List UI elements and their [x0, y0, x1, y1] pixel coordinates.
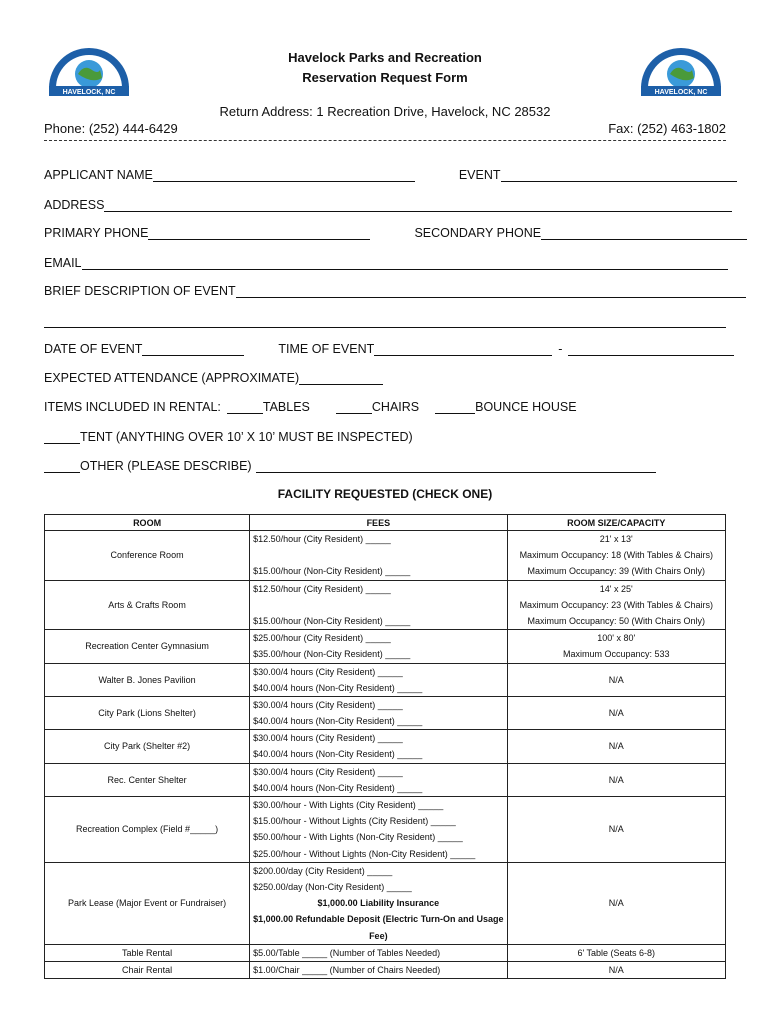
- room-name: Walter B. Jones Pavilion: [45, 663, 250, 696]
- tables-line[interactable]: [227, 402, 263, 414]
- size-line: 14' x 25': [599, 583, 633, 594]
- secondary-phone-label: SECONDARY PHONE: [414, 226, 542, 240]
- room-name: Chair Rental: [45, 961, 250, 978]
- room-size: [507, 961, 725, 978]
- room-fees: [250, 763, 507, 796]
- size-line: N/A: [608, 898, 624, 909]
- size-line: Maximum Occupancy: 50 (With Chairs Only): [527, 615, 706, 626]
- primary-phone-line[interactable]: [148, 228, 370, 240]
- time-end-line[interactable]: [568, 344, 734, 356]
- bounce-house-line[interactable]: [435, 402, 475, 414]
- room-name: Conference Room: [45, 531, 250, 581]
- fee-line: $12.50/hour (City Resident) _____: [253, 583, 391, 594]
- other-line[interactable]: [44, 461, 80, 473]
- primary-phone-label: PRIMARY PHONE: [44, 226, 149, 240]
- table-row: [45, 961, 726, 978]
- fee-line: $40.00/4 hours (Non-City Resident) _____: [253, 782, 423, 793]
- fee-line: $25.00/hour - Without Lights (Non-City Resident) _____: [253, 848, 476, 859]
- room-name: Table Rental: [45, 944, 250, 961]
- room-fees: [250, 730, 507, 763]
- date-label: DATE OF EVENT: [44, 342, 143, 356]
- size-line: N/A: [608, 741, 624, 752]
- fee-line: $30.00/4 hours (City Resident) _____: [253, 666, 403, 677]
- room-fees: [250, 944, 507, 961]
- table-row: [45, 531, 726, 581]
- room-size: [507, 663, 725, 696]
- room-size: [507, 696, 725, 729]
- room-name: Recreation Center Gymnasium: [45, 630, 250, 663]
- table-row: [45, 630, 726, 663]
- secondary-phone-line[interactable]: [541, 228, 747, 240]
- table-row: [45, 763, 726, 796]
- fee-line: $200.00/day (City Resident) _____: [253, 865, 393, 876]
- fee-line-bold: Fee): [369, 930, 388, 941]
- table-row: [45, 663, 726, 696]
- room-fees: [250, 862, 507, 944]
- fee-line-bold: $1,000.00 Refundable Deposit (Electric Turn-On and Usage: [253, 914, 504, 925]
- table-row: [45, 696, 726, 729]
- room-fees: [250, 797, 507, 863]
- fee-line-bold: $1,000.00 Liability Insurance: [317, 898, 440, 909]
- size-line: 6' Table (Seats 6-8): [577, 947, 656, 958]
- table-row: [45, 944, 726, 961]
- fee-line: $30.00/hour - With Lights (City Resident) _____: [253, 800, 444, 810]
- size-line: 21' x 13': [599, 534, 633, 544]
- table-row: [45, 730, 726, 763]
- time-label: TIME OF EVENT: [278, 342, 375, 356]
- room-fees: [250, 531, 507, 581]
- size-line: Maximum Occupancy: 23 (With Tables & Chairs): [519, 599, 713, 610]
- room-fees: [250, 663, 507, 696]
- fee-line: $50.00/hour - With Lights (Non-City Resident) _____: [253, 832, 463, 843]
- row-address: [44, 196, 732, 212]
- size-line: N/A: [608, 824, 624, 835]
- other-description-line[interactable]: [256, 461, 656, 473]
- description-line-2[interactable]: [44, 316, 726, 328]
- row-items: [44, 398, 577, 414]
- fee-line: $15.00/hour - Without Lights (City Resident) _____: [253, 816, 456, 827]
- header-size: ROOM SIZE/CAPACITY: [507, 515, 725, 531]
- room-name: Park Lease (Major Event or Fundraiser): [45, 862, 250, 944]
- row-description-2: [44, 312, 726, 328]
- fee-line: $12.50/hour (City Resident) _____: [253, 534, 391, 544]
- table-header-row: [45, 515, 726, 531]
- fee-line: $30.00/4 hours (City Resident) _____: [253, 733, 403, 744]
- room-size: [507, 797, 725, 863]
- room-name: Rec. Center Shelter: [45, 763, 250, 796]
- bounce-house-label: BOUNCE HOUSE: [475, 400, 577, 414]
- email-label: EMAIL: [44, 256, 82, 270]
- size-line: Maximum Occupancy: 18 (With Tables & Chairs): [519, 550, 713, 561]
- size-line: Maximum Occupancy: 533: [562, 649, 670, 660]
- phone-number: Phone: (252) 444-6429: [44, 121, 178, 136]
- attendance-line[interactable]: [299, 373, 383, 385]
- row-applicant: [44, 166, 737, 182]
- fee-line: $1.00/Chair _____ (Number of Chairs Needed): [253, 964, 441, 975]
- chairs-line[interactable]: [336, 402, 372, 414]
- tent-line[interactable]: [44, 432, 80, 444]
- facility-section-title: FACILITY REQUESTED (CHECK ONE): [277, 487, 493, 501]
- applicant-name-line[interactable]: [153, 170, 415, 182]
- row-date-time: [44, 340, 734, 356]
- title-line1: Havelock Parks and Recreation: [288, 50, 482, 65]
- fee-line: $40.00/4 hours (Non-City Resident) _____: [253, 749, 423, 760]
- fee-line: $40.00/4 hours (Non-City Resident) _____: [253, 716, 423, 727]
- row-attendance: [44, 369, 383, 385]
- fee-line: $40.00/4 hours (Non-City Resident) _____: [253, 682, 423, 693]
- date-line[interactable]: [142, 344, 244, 356]
- time-start-line[interactable]: [374, 344, 552, 356]
- room-fees: [250, 630, 507, 663]
- title-line2: Reservation Request Form: [302, 70, 468, 85]
- fee-line: $15.00/hour (Non-City Resident) _____: [253, 566, 411, 577]
- row-phones: [44, 224, 747, 240]
- email-line[interactable]: [82, 258, 728, 270]
- form-title: [0, 48, 770, 88]
- size-line: N/A: [608, 707, 624, 718]
- room-fees: [250, 961, 507, 978]
- fee-line: $35.00/hour (Non-City Resident) _____: [253, 649, 411, 660]
- row-description: [44, 282, 746, 298]
- event-line[interactable]: [501, 170, 737, 182]
- room-name: Arts & Crafts Room: [45, 580, 250, 630]
- room-name: Recreation Complex (Field #_____): [45, 797, 250, 863]
- header-room: ROOM: [45, 515, 250, 531]
- description-line[interactable]: [236, 286, 746, 298]
- fee-line: $5.00/Table _____ (Number of Tables Needed): [253, 947, 441, 958]
- size-line: N/A: [608, 674, 624, 685]
- fee-line: $30.00/4 hours (City Resident) _____: [253, 699, 403, 710]
- row-other: [44, 457, 656, 473]
- fee-line: [250, 547, 506, 563]
- table-row: [45, 797, 726, 863]
- room-size: [507, 580, 725, 630]
- fee-line: $25.00/hour (City Resident) _____: [253, 633, 391, 644]
- return-address: Return Address: 1 Recreation Drive, Havelock, NC 28532: [219, 104, 551, 119]
- room-size: [507, 531, 725, 581]
- table-row: [45, 862, 726, 944]
- header-fees: FEES: [250, 515, 507, 531]
- dashed-divider: [44, 140, 726, 141]
- size-line: N/A: [608, 964, 624, 975]
- size-line: N/A: [608, 774, 624, 785]
- size-line: 100' x 80': [597, 633, 636, 644]
- room-size: [507, 730, 725, 763]
- tent-label: TENT (ANYTHING OVER 10’ X 10’ MUST BE INSPECTED): [80, 430, 413, 444]
- applicant-name-label: APPLICANT NAME: [44, 168, 153, 182]
- fee-line: $250.00/day (Non-City Resident) _____: [253, 881, 412, 892]
- table-row: [45, 580, 726, 630]
- tables-label: TABLES: [262, 400, 310, 414]
- fax-number: Fax: (252) 463-1802: [608, 121, 726, 136]
- room-size: [507, 763, 725, 796]
- attendance-label: EXPECTED ATTENDANCE (APPROXIMATE): [44, 371, 300, 385]
- row-tent: [44, 428, 413, 444]
- room-name: City Park (Shelter #2): [45, 730, 250, 763]
- svg-text:HAVELOCK, NC: HAVELOCK, NC: [62, 89, 116, 96]
- fee-line: [250, 597, 506, 613]
- room-size: [507, 862, 725, 944]
- room-fees: [250, 580, 507, 630]
- svg-text:HAVELOCK, NC: HAVELOCK, NC: [654, 89, 708, 96]
- room-size: [507, 630, 725, 663]
- chairs-label: CHAIRS: [371, 400, 420, 414]
- address-line[interactable]: [104, 200, 732, 212]
- other-label: OTHER (PLEASE DESCRIBE): [80, 459, 252, 473]
- facility-table: [44, 514, 726, 979]
- time-dash: -: [558, 342, 563, 356]
- items-label: ITEMS INCLUDED IN RENTAL:: [44, 400, 221, 414]
- fee-line: $30.00/4 hours (City Resident) _____: [253, 766, 403, 777]
- address-label: ADDRESS: [44, 198, 105, 212]
- size-line: Maximum Occupancy: 39 (With Chairs Only): [527, 566, 706, 577]
- event-label: EVENT: [458, 168, 501, 182]
- room-fees: [250, 696, 507, 729]
- fee-line: $15.00/hour (Non-City Resident) _____: [253, 615, 411, 626]
- room-size: [507, 944, 725, 961]
- room-name: City Park (Lions Shelter): [45, 696, 250, 729]
- row-email: [44, 254, 728, 270]
- description-label: BRIEF DESCRIPTION OF EVENT: [44, 284, 236, 298]
